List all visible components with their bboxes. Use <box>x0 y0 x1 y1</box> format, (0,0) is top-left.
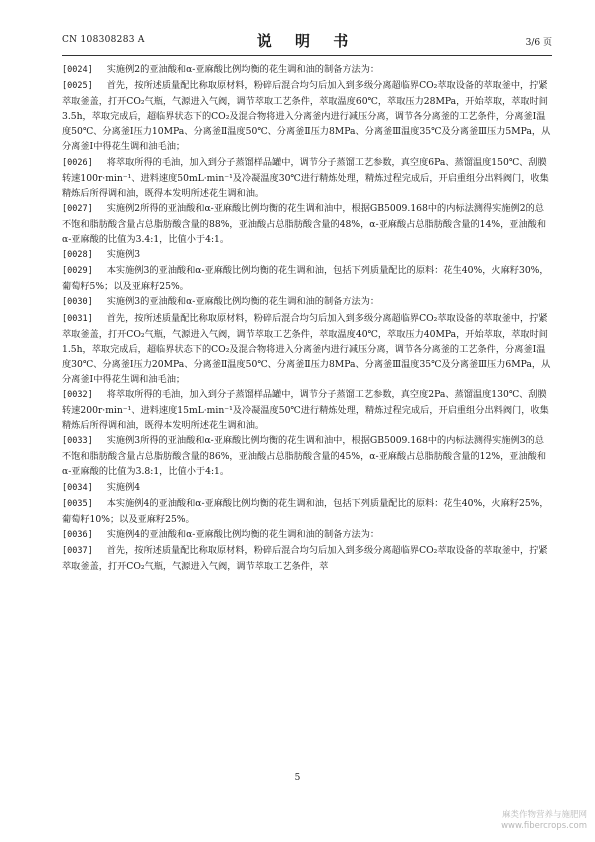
paragraph-0034 <box>62 480 552 496</box>
paragraph-text: 本实施例4的亚油酸和α-亚麻酸比例均衡的花生调和油，包括下列质量配比的原料：花生40%，火麻籽25%，葡萄籽10%；以及亚麻籽25%。 <box>62 497 549 525</box>
paragraph-text: 本实施例3的亚油酸和α-亚麻酸比例均衡的花生调和油，包括下列质量配比的原料：花生40%，火麻籽30%，葡萄籽5%；以及亚麻籽25%。 <box>62 265 549 293</box>
paragraph-number: [0028] <box>62 250 93 261</box>
page-number: 5 <box>294 773 301 783</box>
page-indicator: 3/6 页 <box>525 38 552 48</box>
paragraph-0026 <box>62 155 552 201</box>
paragraph-number: [0033] <box>62 436 93 447</box>
paragraph-text: 将萃取所得的毛油，加入到分子蒸馏样品罐中，调节分子蒸馏工艺参数，真空度6Pa、蒸馏温度150℃、刮膜转速100r·min⁻¹、进料速度50mL·min⁻¹及冷凝温度30℃进行精炼处理，精炼过程完成后，开启重组分出料阀门，收集精炼后所得调和油，既得本发明所述花生调和油。 <box>62 156 549 199</box>
paragraph-0030 <box>62 294 552 310</box>
document-title: 说 明 书 <box>256 32 358 50</box>
paragraph-number: [0035] <box>62 498 93 509</box>
section-heading: 实施例3 <box>106 249 141 261</box>
publication-number: CN 108308283 A <box>62 35 145 45</box>
paragraph-number: [0032] <box>62 389 93 400</box>
paragraph-number: [0029] <box>62 266 93 277</box>
paragraph-number: [0027] <box>62 203 93 214</box>
paragraph-0028 <box>62 247 552 263</box>
paragraph-0031 <box>62 311 552 387</box>
paragraph-0029 <box>62 263 552 294</box>
paragraph-number: [0037] <box>62 545 93 556</box>
paragraph-0025 <box>62 78 552 154</box>
watermark <box>501 810 587 832</box>
watermark-title: 麻类作物营养与施肥网 <box>501 810 587 820</box>
paragraph-0033 <box>62 433 552 479</box>
page-header <box>62 30 552 52</box>
paragraph-number: [0025] <box>62 81 93 92</box>
document-body <box>62 62 552 574</box>
paragraph-0036 <box>62 527 552 543</box>
paragraph-number: [0030] <box>62 297 93 308</box>
paragraph-number: [0031] <box>62 313 93 324</box>
paragraph-0035 <box>62 496 552 527</box>
header-rule <box>62 55 552 56</box>
paragraph-0032 <box>62 387 552 433</box>
paragraph-number: [0026] <box>62 157 93 168</box>
section-heading: 实施例4 <box>106 481 141 493</box>
paragraph-text: 首先，按所述质量配比称取原材料，粉碎后混合均匀后加入到多级分离超临界CO₂萃取设备的萃取釜中，拧紧萃取釜盖，打开CO₂气瓶，气源进入气阀，调节萃取工艺条件，萃取温度40℃，萃取压力40MPa，开始萃取，萃取时间1.5h，萃取完成后，超临界状态下的CO₂及混合物将进入分离釜内进行减压分离，调节各分离釜的工艺条件，分离釜Ⅰ温度30℃、分离釜Ⅰ压力20MPa、分离釜Ⅱ温度50℃、分离釜Ⅱ压力8MPa、分离釜Ⅲ温度35℃及分离釜Ⅲ压力6MPa，从分离釜Ⅰ中得花生调和油毛油； <box>62 312 551 385</box>
paragraph-text: 首先，按所述质量配比称取原材料，粉碎后混合均匀后加入到多级分离超临界CO₂萃取设备的萃取釜中，拧紧萃取釜盖，打开CO₂气瓶，气源进入气阀，调节萃取工艺条件，萃取温度60℃，萃取压力28MPa，开始萃取，萃取时间3.5h，萃取完成后，超临界状态下的CO₂及混合物将进入分离釜内进行减压分离，调节各分离釜的工艺条件，分离釜Ⅰ温度50℃、分离釜Ⅰ压力10MPa、分离釜Ⅱ温度50℃、分离釜Ⅱ压力8MPa、分离釜Ⅲ温度35℃及分离釜Ⅲ压力5MPa，从分离釜Ⅰ中得花生调和油毛油； <box>62 80 551 153</box>
paragraph-text: 将萃取所得的毛油，加入到分子蒸馏样品罐中，调节分子蒸馏工艺参数，真空度2Pa、蒸馏温度130℃、刮膜转速200r·min⁻¹、进料速度15mL·min⁻¹及冷凝温度50℃进行精炼处理，精炼过程完成后，开启重组分出料阀门，收集精炼后所得调和油，既得本发明所述花生调和油。 <box>62 388 549 432</box>
paragraph-text: 实施例2所得的亚油酸和α-亚麻酸比例均衡的花生调和油中，根据GB5009.168中的内标法测得实施例2的总不饱和脂肪酸含量占总脂肪酸含量的88%，亚油酸占总脂肪酸含量的48%，α-亚麻酸占总脂肪酸含量的14%，亚油酸和α-亚麻酸的比值为3.4:1，比值小于4:1。 <box>62 202 547 246</box>
paragraph-number: [0036] <box>62 529 93 540</box>
paragraph-text: 实施例2的亚油酸和α-亚麻酸比例均衡的花生调和油的制备方法为： <box>106 64 380 75</box>
paragraph-number: [0034] <box>62 482 93 493</box>
paragraph-number: [0024] <box>62 65 93 75</box>
paragraph-text: 实施例3的亚油酸和α-亚麻酸比例均衡的花生调和油的制备方法为： <box>106 296 380 308</box>
watermark-url: www.fibercrops.com <box>501 821 587 831</box>
paragraph-0024 <box>62 62 552 78</box>
paragraph-text: 首先，按所述质量配比称取原材料，粉碎后混合均匀后加入到多级分离超临界CO₂萃取设备的萃取釜中，拧紧萃取釜盖，打开CO₂气瓶，气源进入气阀，调节萃取工艺条件，萃 <box>62 544 548 572</box>
paragraph-text: 实施例3所得的亚油酸和α-亚麻酸比例均衡的花生调和油中，根据GB5009.168中的内标法测得实施例3的总不饱和脂肪酸含量占总脂肪酸含量的86%，亚油酸占总脂肪酸含量的45%，α-亚麻酸占总脂肪酸含量的12%，亚油酸和α-亚麻酸的比值为3.8:1，比值小于4:1。 <box>62 435 547 478</box>
paragraph-0037 <box>62 543 552 574</box>
paragraph-0027 <box>62 201 552 247</box>
paragraph-text: 实施例4的亚油酸和α-亚麻酸比例均衡的花生调和油的制备方法为： <box>106 528 380 540</box>
